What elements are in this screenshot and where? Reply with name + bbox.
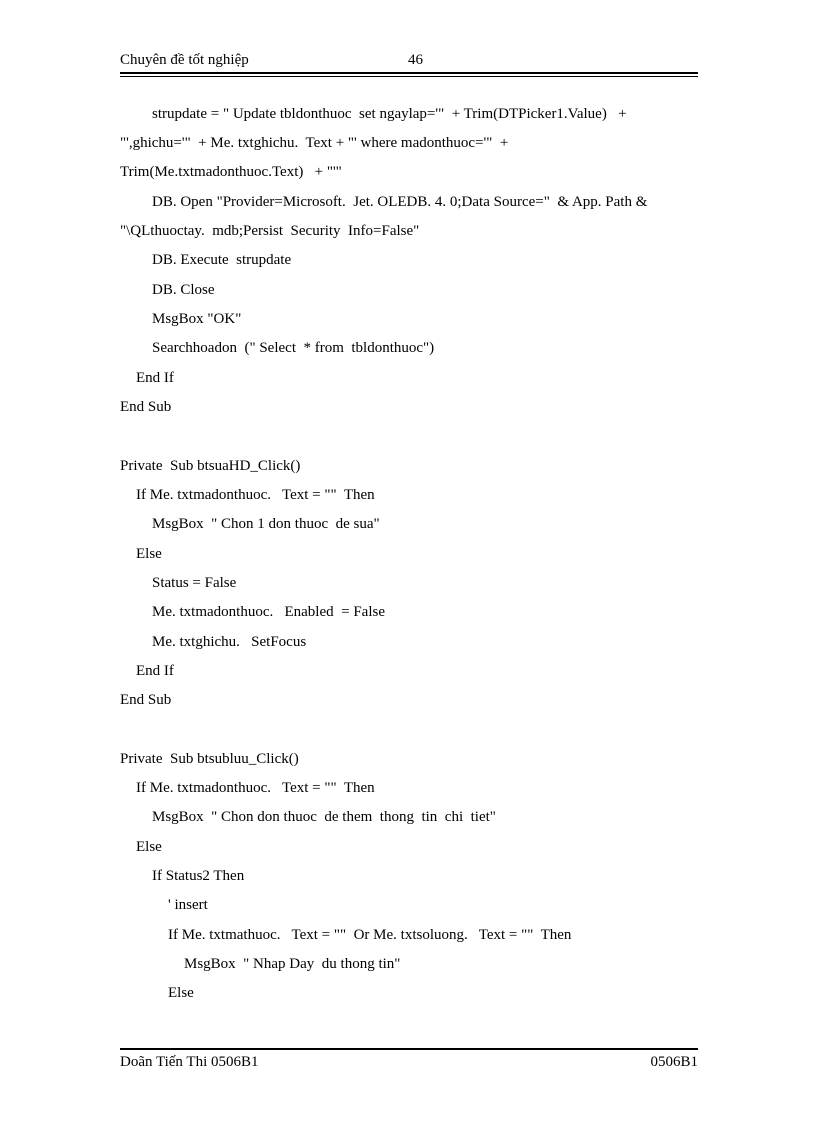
code-line: End Sub: [120, 399, 172, 415]
footer-author: Doãn Tiến Thi 0506B1: [120, 1054, 259, 1070]
header-divider-thin: [120, 76, 698, 77]
code-line: Me. txtmadonthuoc. Enabled = False: [152, 604, 385, 620]
code-line: "',ghichu='" + Me. txtghichu. Text + "' where madonthuoc='" +: [120, 135, 509, 151]
code-line: Else: [168, 985, 194, 1001]
footer-code: 0506B1: [650, 1054, 698, 1070]
code-line: If Status2 Then: [152, 868, 245, 884]
code-line: DB. Open "Provider=Microsoft. Jet. OLEDB. 4. 0;Data Source=" & App. Path &: [152, 194, 648, 210]
code-line: End If: [136, 663, 174, 679]
code-line: MsgBox " Nhap Day du thong tin": [184, 956, 401, 972]
code-line: Private Sub btsuaHD_Click(): [120, 458, 301, 474]
code-line: MsgBox " Chon 1 don thuoc de sua": [152, 516, 380, 532]
code-line: If Me. txtmathuoc. Text = "" Or Me. txtsoluong. Text = "" Then: [168, 927, 572, 943]
header-divider: [120, 72, 698, 74]
code-line: End Sub: [120, 692, 172, 708]
code-line: DB. Close: [152, 282, 215, 298]
code-line: strupdate = " Update tbldonthuoc set ngaylap='" + Trim(DTPicker1.Value) +: [152, 106, 627, 122]
header-title: Chuyên đề tốt nghiệp: [120, 52, 249, 68]
code-line: If Me. txtmadonthuoc. Text = "" Then: [136, 487, 375, 503]
code-line: Private Sub btsubluu_Click(): [120, 751, 299, 767]
code-line: Trim(Me.txtmadonthuoc.Text) + "'": [120, 164, 342, 180]
code-line: DB. Execute strupdate: [152, 252, 292, 268]
code-line: End If: [136, 370, 174, 386]
code-line: ' insert: [168, 897, 208, 913]
code-line: Else: [136, 839, 162, 855]
code-line: Status = False: [152, 575, 237, 591]
code-line: Else: [136, 546, 162, 562]
code-line: "\QLthuoctay. mdb;Persist Security Info=False": [120, 223, 420, 239]
footer-divider: [120, 1048, 698, 1050]
code-line: If Me. txtmadonthuoc. Text = "" Then: [136, 780, 375, 796]
code-line: MsgBox " Chon don thuoc de them thong tin chi tiet": [152, 809, 496, 825]
code-line: Searchhoadon (" Select * from tbldonthuoc"): [152, 340, 435, 356]
code-line: MsgBox "OK": [152, 311, 242, 327]
page-number: 46: [408, 52, 423, 68]
code-line: Me. txtghichu. SetFocus: [152, 634, 307, 650]
